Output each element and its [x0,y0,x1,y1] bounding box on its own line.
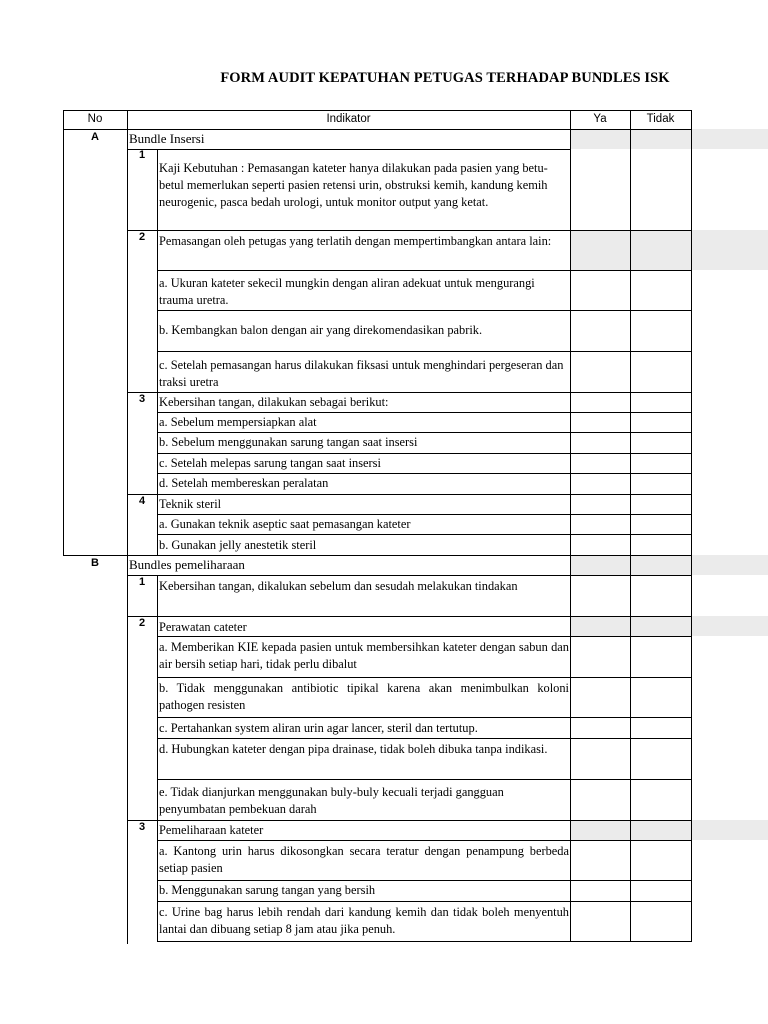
row-line [157,717,692,718]
row-line [157,840,692,841]
row-line [157,941,692,942]
subitem-b3-a: a. Kantong urin harus dikosongkan secara teratur dengan penampung berbeda setiap pasien [159,844,569,875]
header-tidak: Tidak [646,113,675,125]
subitem-a3-d: d. Setelah membereskan peralatan [159,476,329,490]
section-a-bottom [63,555,692,556]
subitem-a4-b: b. Gunakan jelly anestetik steril [159,538,317,552]
col-divider-ya [630,110,631,942]
item-text-a1: Kaji Kebutuhan : Pemasangan kateter hanya dilakukan pada pasien yang betu-betul memerlukan seperti pasien retensi urin, obstruksi kemih, kandung kemih neurogenic, pasca bedah urologi, untuk monitor output yang ketat. [159,161,548,209]
row-line [127,149,571,150]
row-line [157,534,692,535]
row-line [157,432,692,433]
row-line [157,473,692,474]
row-line [127,230,692,231]
section-name-a: Bundle Insersi [129,131,205,146]
form-title: FORM AUDIT KEPATUHAN PETUGAS TERHADAP BUNDLES ISK [220,70,670,86]
row-line [127,820,692,821]
subitem-a4-a: a. Gunakan teknik aseptic saat pemasangan kateter [159,517,411,531]
subitem-a2-b: b. Kembangkan balon dengan air yang direkomendasikan pabrik. [159,323,483,337]
subitem-b2-a: a. Memberikan KIE kepada pasien untuk membersihkan kateter dengan sabun dan air bersih setiap hari, tidak perlu dibalut [159,640,569,671]
section-name-b: Bundles pemeliharaan [129,557,245,572]
item-text-a3: Kebersihan tangan, dilakukan sebagai berikut: [159,395,389,409]
shade-item-b2 [571,616,768,636]
col-divider-tidak [691,110,692,942]
row-line [157,636,692,637]
row-line [157,901,692,902]
section-label-b: B [91,557,99,569]
header-no: No [87,113,103,125]
shade-bundle-insersi [571,129,768,149]
subitem-a2-c: c. Setelah pemasangan harus dilakukan fiksasi untuk menghindari pergeseran dan traksi uretra [159,358,564,389]
col-divider-num-b [157,575,158,942]
item-number-b1: 1 [138,576,146,588]
subitem-b2-c: c. Pertahankan system aliran urin agar lancer, steril dan tertutup. [159,721,478,735]
row-line [157,453,692,454]
subitem-a3-b: b. Sebelum menggunakan sarung tangan saat insersi [159,435,418,449]
shade-bundle-pemeliharaan [571,555,768,575]
subitem-b2-d: d. Hubungkan kateter dengan pipa drainase, tidak boleh dibuka tanpa indikasi. [159,742,548,756]
subitem-a3-a: a. Sebelum mempersiapkan alat [159,415,317,429]
row-line [157,880,692,881]
item-text-b1: Kebersihan tangan, dikalukan sebelum dan sesudah melakukan tindakan [159,579,518,593]
subitem-a3-c: c. Setelah melepas sarung tangan saat insersi [159,456,381,470]
subitem-b3-b: b. Menggunakan sarung tangan yang bersih [159,883,376,897]
shade-item-b3 [571,820,768,840]
row-line [127,616,692,617]
row-line [127,494,692,495]
row-line [157,738,692,739]
item-number-a2: 2 [138,231,146,243]
item-text-a2: Pemasangan oleh petugas yang terlatih dengan mempertimbangkan antara lain: [159,234,552,248]
header-bottom [63,129,692,130]
row-line [157,677,692,678]
header-ya: Ya [593,113,607,125]
item-number-a4: 4 [138,495,146,507]
row-line [157,514,692,515]
subitem-b2-e: e. Tidak dianjurkan menggunakan buly-buly kecuali terjadi gangguan penyumbatan pembekuan darah [159,785,504,816]
section-label-a: A [91,131,99,143]
row-line [157,412,692,413]
item-text-b2: Perawatan cateter [159,620,247,634]
item-number-a3: 3 [138,393,146,405]
row-line [127,392,692,393]
header-indikator: Indikator [326,113,371,125]
item-number-b3: 3 [138,821,146,833]
table-border-left [63,110,64,555]
row-line [157,310,692,311]
subitem-b2-b: b. Tidak menggunakan antibiotic tipikal karena akan menimbulkan koloni pathogen resisten [159,681,569,712]
item-number-b2: 2 [138,617,146,629]
row-line [157,779,692,780]
row-line [157,351,692,352]
col-divider-indikator [570,110,571,942]
row-line [157,270,692,271]
subitem-b3-c: c. Urine bag harus lebih rendah dari kandung kemih dan tidak boleh menyentuh lantai dan dibuang setiap 8 jam atau jika penuh. [159,905,569,936]
row-line [157,575,692,576]
subitem-a2-a: a. Ukuran kateter sekecil mungkin dengan aliran adekuat untuk mengurangi trauma uretra. [159,276,535,307]
shade-item-a2 [571,230,768,270]
item-number-a1: 1 [138,149,146,161]
item-text-a4: Teknik steril [159,497,222,511]
item-text-b3: Pemeliharaan kateter [159,823,264,837]
